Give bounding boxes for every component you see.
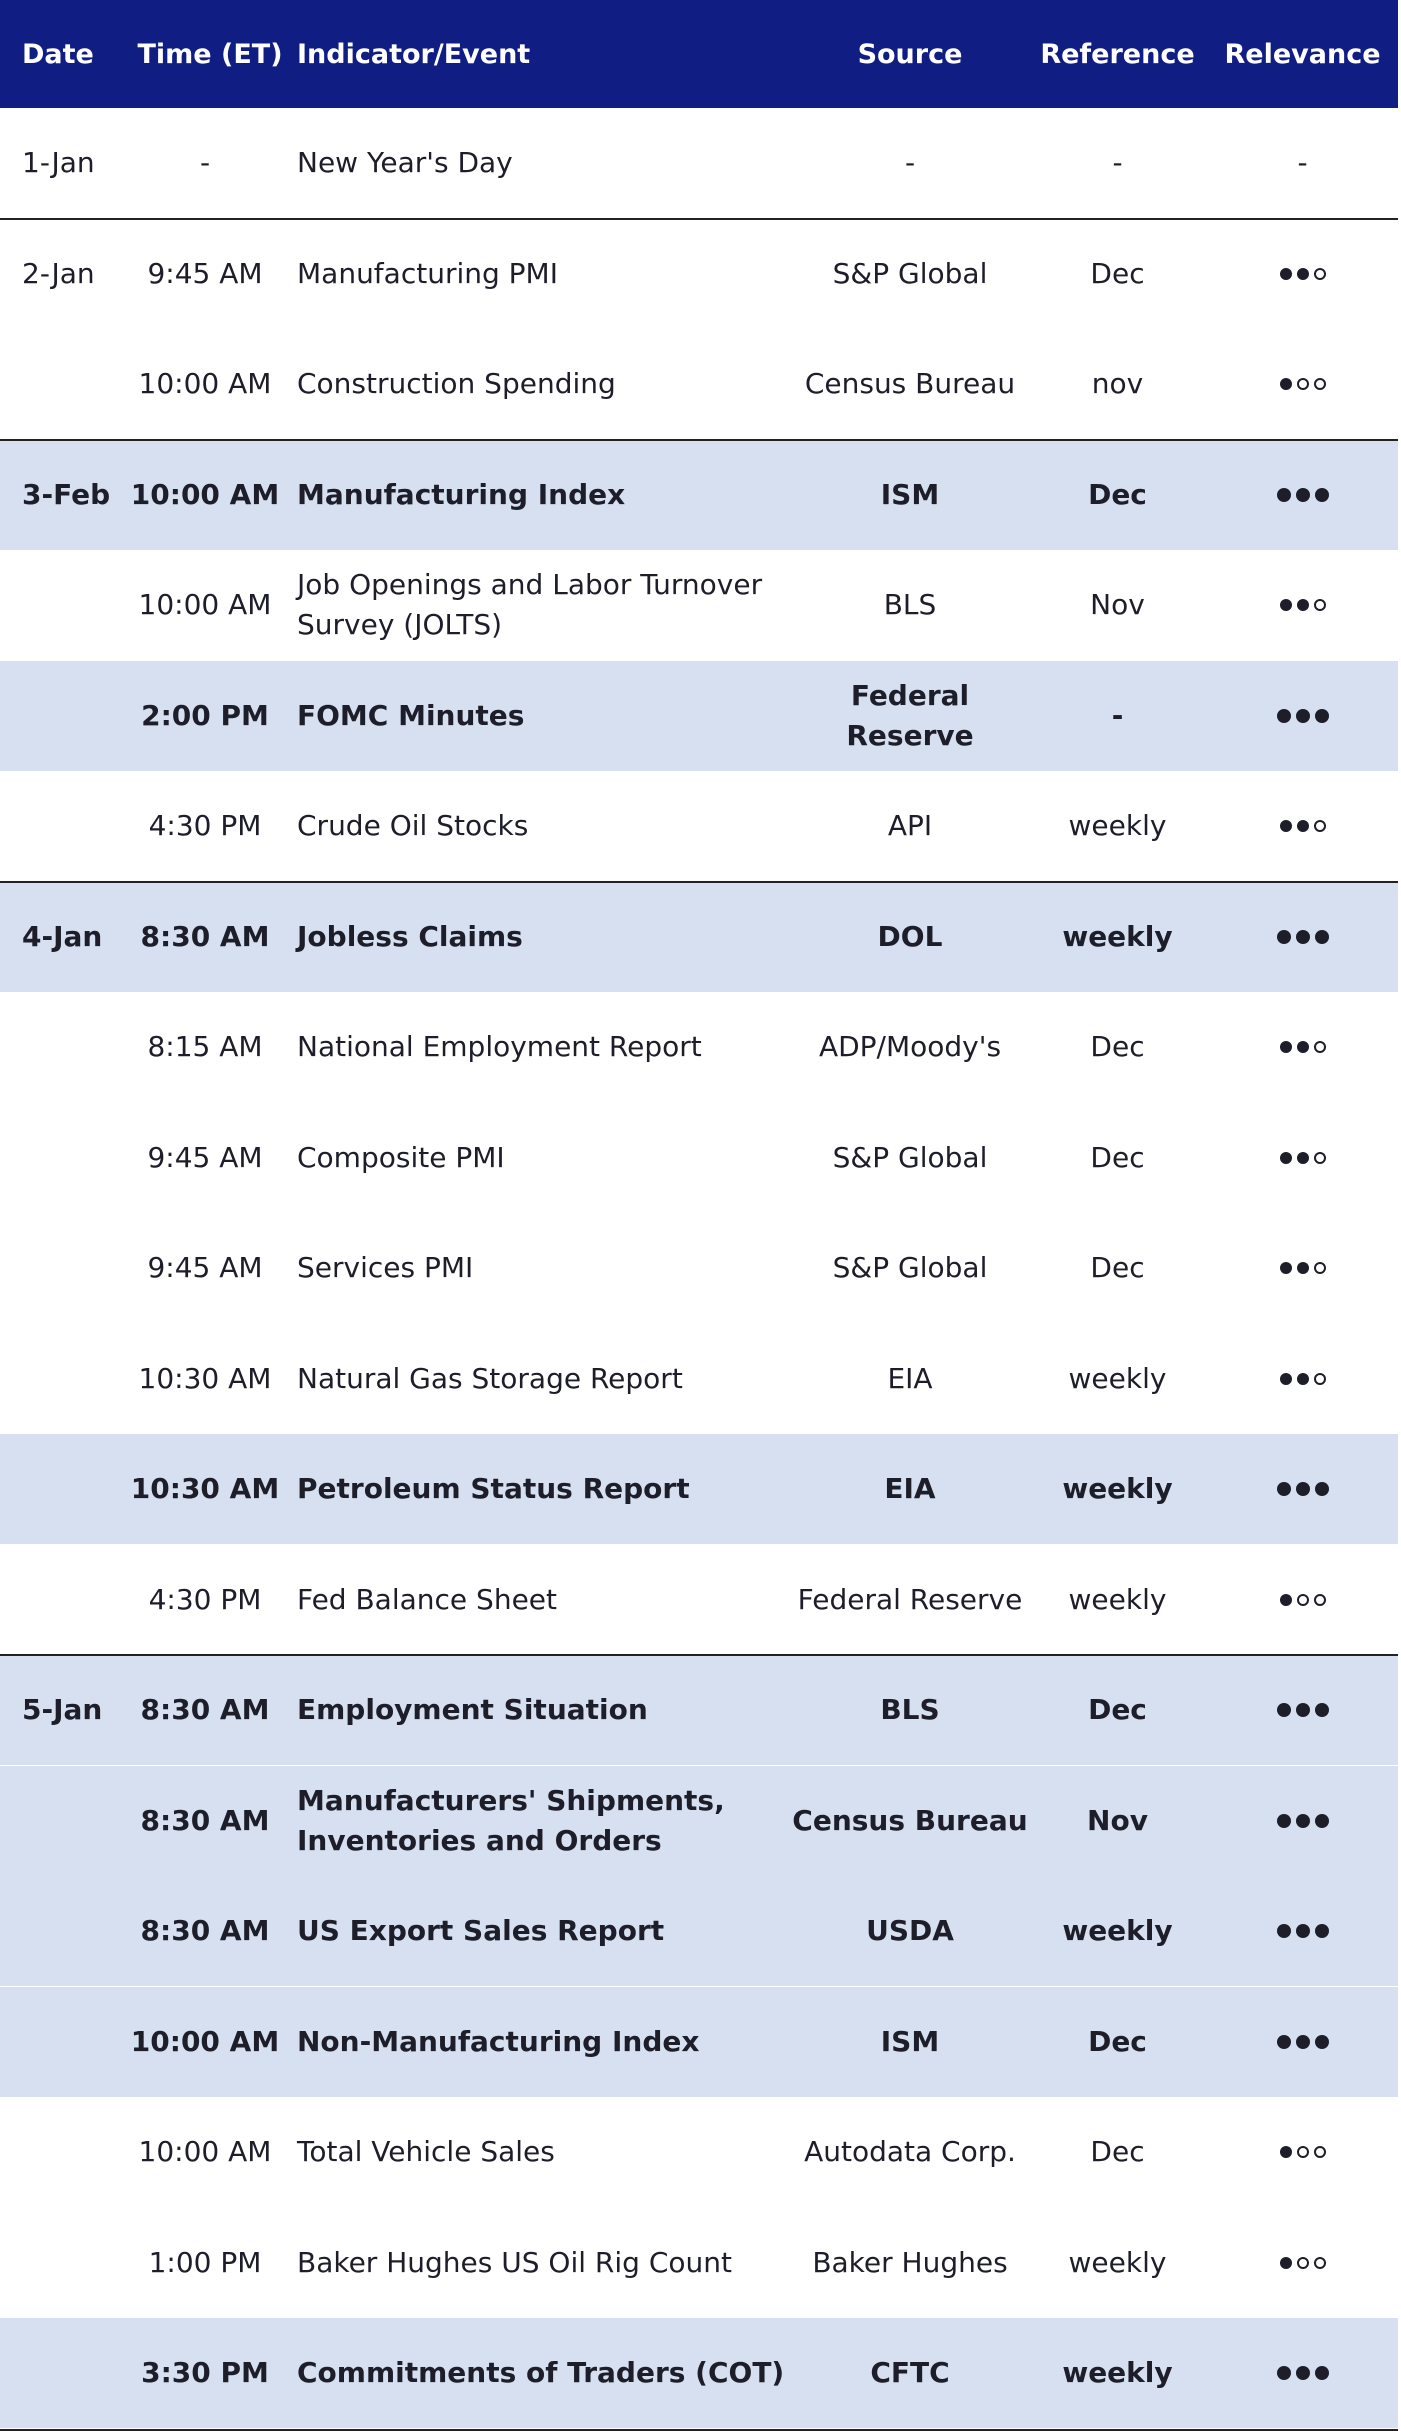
empty-dot-icon [1297,2146,1309,2158]
row-date [22,1766,142,1876]
row-date [22,1103,142,1213]
row-source: EIA [884,1472,936,1505]
row-reference: - [1112,146,1123,179]
empty-dot-icon [1314,1594,1326,1606]
table-row [0,550,1398,660]
empty-dot-icon [1314,599,1326,611]
relevance-dots [1277,1482,1329,1496]
date-group-divider [0,881,1398,883]
row-reference: weekly [1068,2245,1167,2279]
row-time: 10:00 AM [138,588,272,621]
row-time: 8:30 AM [140,1693,270,1726]
row-indicator: Job Openings and Labor Turnover Survey (JOLTS) [297,568,763,641]
row-source: BLS [883,588,937,621]
row-time: 8:30 AM [140,1914,270,1947]
row-date [22,1545,142,1655]
row-source: CFTC [870,2356,950,2389]
row-time: 8:30 AM [140,1803,270,1837]
filled-dot-icon [1315,930,1329,944]
table-row [0,1213,1398,1323]
row-relevance [1215,1103,1390,1213]
relevance-dots [1280,820,1326,832]
row-reference: Dec [1090,1251,1145,1284]
filled-dot-icon [1277,1703,1291,1717]
relevance-dots [1277,2035,1329,2049]
row-relevance [1215,550,1390,660]
row-source: S&P Global [832,1140,988,1174]
row-time: - [199,146,211,179]
row-source: S&P Global [832,256,988,290]
table-row [0,2318,1398,2428]
row-source: S&P Global [832,1251,988,1284]
row-relevance [1215,1213,1390,1323]
empty-dot-icon [1314,268,1326,280]
table-row [0,771,1398,881]
row-source: EIA [887,1361,933,1395]
filled-dot-icon [1296,1482,1310,1496]
relevance-dots [1277,1703,1329,1717]
filled-dot-icon [1277,1924,1291,1938]
row-indicator: FOMC Minutes [297,698,525,732]
row-reference: - [1111,698,1124,732]
empty-dot-icon [1297,1594,1309,1606]
filled-dot-icon [1297,1373,1309,1385]
row-indicator: Baker Hughes US Oil Rig Count [297,2245,732,2279]
relevance-dots [1277,488,1329,502]
relevance-dots [1277,709,1329,723]
row-relevance [1215,661,1390,771]
table-row [0,992,1398,1102]
row-reference: weekly [1062,1914,1173,1947]
table-header [0,0,1398,108]
header-date: Date [22,38,94,70]
date-group-divider [0,439,1398,441]
row-reference: Dec [1088,477,1147,511]
filled-dot-icon [1315,709,1329,723]
filled-dot-icon [1277,488,1291,502]
row-relevance [1215,1545,1390,1655]
row-indicator: Fed Balance Sheet [297,1582,557,1616]
row-time: 8:15 AM [147,1030,263,1063]
row-source: ISM [880,2024,940,2058]
filled-dot-icon [1280,1373,1292,1385]
table-bottom-rule [0,2429,1398,2431]
row-source: Census Bureau [804,367,1016,400]
table-row [0,1655,1398,1765]
table-row [0,1545,1398,1655]
row-date [22,2208,142,2318]
row-date [22,1324,142,1434]
header-indicator: Indicator/Event [297,38,531,70]
row-indicator: Non-Manufacturing Index [297,2024,700,2058]
filled-dot-icon [1315,1703,1329,1717]
filled-dot-icon [1315,1814,1329,1828]
relevance-dots [1280,1262,1326,1274]
table-row [0,882,1398,992]
row-date [22,550,142,660]
row-reference: Dec [1090,1140,1145,1174]
filled-dot-icon [1280,1594,1292,1606]
row-indicator: Manufacturing PMI [297,256,558,290]
row-indicator: Crude Oil Stocks [297,809,529,842]
table-row [0,2097,1398,2207]
row-indicator: Composite PMI [297,1140,505,1174]
row-source: Baker Hughes [812,2245,1008,2279]
row-source: Federal Reserve [797,1582,1023,1616]
row-date: 3-Feb [22,477,111,511]
row-date [22,992,142,1102]
row-indicator: Commitments of Traders (COT) [297,2356,785,2389]
header-relevance: Relevance [1224,38,1381,70]
row-time: 9:45 AM [147,1140,263,1174]
row-source: - [904,146,916,179]
row-relevance [1215,1876,1390,1986]
relevance-dots [1280,1373,1326,1385]
row-date: 5-Jan [22,1693,103,1726]
filled-dot-icon [1280,820,1292,832]
row-relevance [1215,2318,1390,2428]
row-date [22,661,142,771]
empty-dot-icon [1297,2257,1309,2269]
row-relevance [1215,2097,1390,2207]
empty-dot-icon [1314,2146,1326,2158]
filled-dot-icon [1277,1814,1291,1828]
row-time: 10:00 AM [130,2024,280,2058]
empty-dot-icon [1314,820,1326,832]
filled-dot-icon [1315,2366,1329,2380]
filled-dot-icon [1280,599,1292,611]
row-indicator: Manufacturers' Shipments, Inventories and Orders [297,1783,725,1857]
header-time: Time (ET) [137,38,283,70]
row-indicator: Construction Spending [297,367,616,400]
row-relevance [1215,1434,1390,1544]
row-date [22,1434,142,1544]
row-source: DOL [877,919,943,953]
row-time: 10:30 AM [130,1472,280,1505]
row-source: ISM [880,477,940,511]
row-indicator: Manufacturing Index [297,477,626,511]
table-row [0,440,1398,550]
relevance-dots [1280,1041,1326,1053]
row-reference: Nov [1087,1803,1148,1837]
header-reference: Reference [1040,38,1195,70]
empty-dot-icon [1314,1262,1326,1274]
row-time: 1:00 PM [148,2245,262,2279]
row-date [22,2097,142,2207]
table-row [0,1876,1398,1986]
row-relevance [1215,992,1390,1102]
row-source: USDA [866,1914,954,1947]
row-relevance [1215,440,1390,550]
relevance-dots [1277,1814,1329,1828]
row-time: 10:00 AM [138,2135,272,2168]
row-time: 10:00 AM [138,367,272,400]
filled-dot-icon [1296,930,1310,944]
table-row [0,2208,1398,2318]
filled-dot-icon [1315,2035,1329,2049]
row-relevance: - [1297,146,1308,179]
filled-dot-icon [1297,1041,1309,1053]
table-row [0,329,1398,439]
row-indicator: Petroleum Status Report [297,1472,690,1505]
row-time: 8:30 AM [140,919,270,953]
row-indicator: Natural Gas Storage Report [297,1361,683,1395]
empty-dot-icon [1314,378,1326,390]
date-group-divider [0,1654,1398,1656]
empty-dot-icon [1314,1152,1326,1164]
row-relevance [1215,771,1390,881]
row-date: 1-Jan [22,146,95,179]
table-row [0,1324,1398,1434]
row-relevance [1215,1987,1390,2097]
filled-dot-icon [1277,709,1291,723]
filled-dot-icon [1280,378,1292,390]
table-row [0,219,1398,329]
row-reference: weekly [1068,1361,1167,1395]
row-source: Autodata Corp. [804,2135,1016,2168]
relevance-dots [1280,378,1326,390]
table-row [0,1103,1398,1213]
row-reference: Dec [1088,1693,1147,1726]
row-indicator: Employment Situation [297,1693,648,1726]
filled-dot-icon [1277,2035,1291,2049]
table-row [0,1434,1398,1544]
row-date [22,2318,142,2428]
relevance-dots [1280,268,1326,280]
row-reference: weekly [1062,919,1173,953]
row-reference: Nov [1090,588,1145,621]
filled-dot-icon [1296,488,1310,502]
row-relevance [1215,1324,1390,1434]
row-reference: nov [1091,367,1144,400]
filled-dot-icon [1296,709,1310,723]
row-reference: weekly [1068,809,1167,842]
row-time: 9:45 AM [147,1251,263,1284]
relevance-dots [1277,1924,1329,1938]
row-source: Federal Reserve [846,678,974,752]
empty-dot-icon [1314,2257,1326,2269]
filled-dot-icon [1277,1482,1291,1496]
row-source: ADP/Moody's [818,1030,1002,1063]
row-time: 10:30 AM [138,1361,272,1395]
row-relevance [1215,2208,1390,2318]
empty-dot-icon [1297,378,1309,390]
filled-dot-icon [1315,488,1329,502]
row-source: API [887,809,933,842]
filled-dot-icon [1315,1482,1329,1496]
table-row [0,1987,1398,2097]
row-reference: Dec [1090,2135,1145,2168]
empty-dot-icon [1314,1373,1326,1385]
row-time: 4:30 PM [148,809,262,842]
row-time: 9:45 AM [147,256,263,290]
row-time: 2:00 PM [141,698,269,732]
filled-dot-icon [1277,930,1291,944]
row-indicator: National Employment Report [297,1030,702,1063]
filled-dot-icon [1280,2257,1292,2269]
row-relevance [1215,219,1390,329]
relevance-dots [1280,1152,1326,1164]
filled-dot-icon [1280,1041,1292,1053]
filled-dot-icon [1296,2035,1310,2049]
filled-dot-icon [1296,1924,1310,1938]
row-time: 3:30 PM [141,2356,269,2389]
filled-dot-icon [1277,2366,1291,2380]
row-indicator: Services PMI [297,1251,474,1284]
relevance-dots [1280,1594,1326,1606]
row-date [22,1213,142,1323]
table-row [0,1766,1398,1876]
empty-dot-icon [1314,1041,1326,1053]
filled-dot-icon [1297,1152,1309,1164]
row-indicator: Jobless Claims [297,919,523,953]
filled-dot-icon [1296,1703,1310,1717]
relevance-dots [1280,2146,1326,2158]
row-date: 2-Jan [22,256,95,290]
filled-dot-icon [1280,1262,1292,1274]
row-date [22,771,142,881]
relevance-dots [1277,2366,1329,2380]
relevance-dots [1280,599,1326,611]
row-indicator: US Export Sales Report [297,1914,665,1947]
date-group-divider [0,218,1398,220]
filled-dot-icon [1296,2366,1310,2380]
row-date [22,329,142,439]
filled-dot-icon [1280,1152,1292,1164]
row-reference: weekly [1068,1582,1167,1616]
row-time: 4:30 PM [148,1582,262,1616]
row-indicator: New Year's Day [297,146,513,179]
row-source: BLS [880,1693,940,1726]
header-source: Source [857,38,963,70]
row-time: 10:00 AM [130,477,280,511]
table-row [0,108,1398,218]
row-reference: Dec [1090,1030,1145,1063]
row-relevance [1215,1766,1390,1876]
filled-dot-icon [1297,599,1309,611]
filled-dot-icon [1297,820,1309,832]
filled-dot-icon [1297,268,1309,280]
row-reference: weekly [1062,1472,1173,1505]
filled-dot-icon [1315,1924,1329,1938]
filled-dot-icon [1297,1262,1309,1274]
filled-dot-icon [1280,2146,1292,2158]
row-relevance [1215,882,1390,992]
filled-dot-icon [1280,268,1292,280]
row-reference: weekly [1062,2356,1173,2389]
row-date [22,1876,142,1986]
row-relevance [1215,329,1390,439]
row-reference: Dec [1090,256,1145,290]
relevance-dots [1280,2257,1326,2269]
row-source: Census Bureau [792,1803,1028,1837]
row-reference: Dec [1088,2024,1147,2058]
row-relevance [1215,1655,1390,1765]
relevance-dots [1277,930,1329,944]
filled-dot-icon [1296,1814,1310,1828]
row-date: 4-Jan [22,919,103,953]
row-indicator: Total Vehicle Sales [297,2135,555,2168]
row-date [22,1987,142,2097]
table-row [0,661,1398,771]
